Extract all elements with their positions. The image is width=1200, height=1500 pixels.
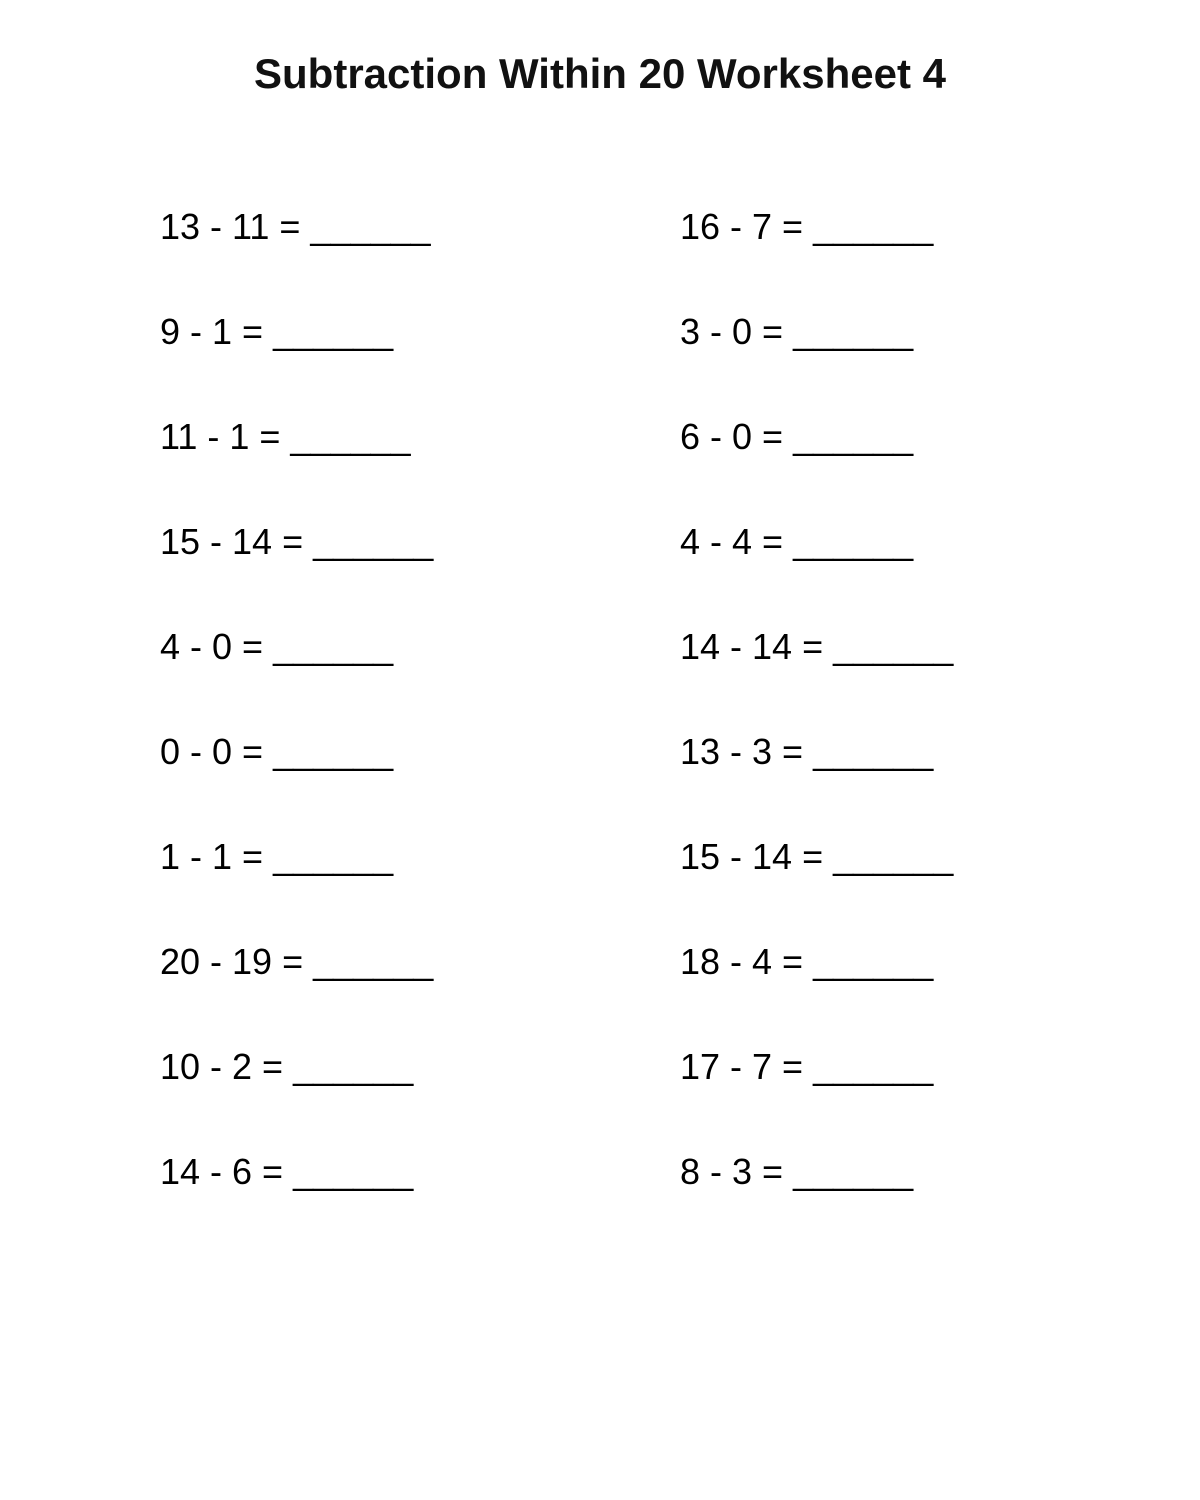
problem-left-9: 10 - 2 = ______ bbox=[160, 1046, 414, 1087]
problem-left-5: 4 - 0 = ______ bbox=[160, 626, 394, 667]
problem-left-1: 13 - 11 = ______ bbox=[160, 206, 431, 247]
problem-right-5: 14 - 14 = ______ bbox=[680, 626, 954, 667]
problem-left-2: 9 - 1 = ______ bbox=[160, 311, 394, 352]
problem-right-9: 17 - 7 = ______ bbox=[680, 1046, 934, 1087]
problem-right-3: 6 - 0 = ______ bbox=[680, 416, 914, 457]
problem-right-4: 4 - 4 = ______ bbox=[680, 521, 914, 562]
problem-left-4: 15 - 14 = ______ bbox=[160, 521, 434, 562]
problem-left-3: 11 - 1 = ______ bbox=[160, 416, 411, 457]
problem-right-10: 8 - 3 = ______ bbox=[680, 1151, 914, 1192]
problem-left-8: 20 - 19 = ______ bbox=[160, 941, 434, 982]
problem-left-7: 1 - 1 = ______ bbox=[160, 836, 394, 877]
problem-right-6: 13 - 3 = ______ bbox=[680, 731, 934, 772]
problem-right-7: 15 - 14 = ______ bbox=[680, 836, 954, 877]
problem-left-6: 0 - 0 = ______ bbox=[160, 731, 394, 772]
problem-right-8: 18 - 4 = ______ bbox=[680, 941, 934, 982]
problem-right-1: 16 - 7 = ______ bbox=[680, 206, 934, 247]
problem-right-2: 3 - 0 = ______ bbox=[680, 311, 914, 352]
problem-left-10: 14 - 6 = ______ bbox=[160, 1151, 414, 1192]
page-title: Subtraction Within 20 Worksheet 4 bbox=[254, 50, 946, 97]
